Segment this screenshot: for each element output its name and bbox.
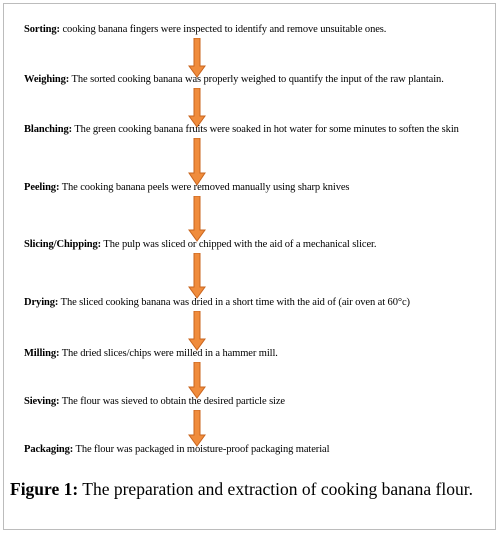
step-label: Milling: bbox=[24, 348, 60, 359]
step-text: The green cooking banana fruits were soaked in hot water for some minutes to soften the skin bbox=[72, 124, 459, 135]
step-peeling bbox=[24, 182, 349, 193]
step-label: Sorting: bbox=[24, 24, 60, 35]
step-text: The sorted cooking banana was properly weighed to quantify the input of the raw plantain. bbox=[69, 74, 444, 85]
down-arrow-icon bbox=[188, 196, 206, 242]
down-arrow-icon bbox=[188, 138, 206, 186]
step-slicing bbox=[24, 239, 376, 250]
down-arrow-icon bbox=[188, 88, 206, 128]
step-text: The cooking banana peels were removed manually using sharp knives bbox=[59, 182, 350, 193]
step-text: The dried slices/chips were milled in a hammer mill. bbox=[59, 348, 278, 359]
figure-caption bbox=[10, 477, 490, 501]
step-label: Sieving: bbox=[24, 396, 60, 407]
down-arrow-icon bbox=[188, 362, 206, 399]
step-text: The flour was sieved to obtain the desired particle size bbox=[59, 396, 285, 407]
caption-label: Figure 1: bbox=[10, 479, 79, 499]
step-drying bbox=[24, 297, 410, 308]
step-text: The pulp was sliced or chipped with the aid of a mechanical slicer. bbox=[101, 239, 377, 250]
step-text: The sliced cooking banana was dried in a short time with the aid of (air oven at 60°c) bbox=[58, 297, 410, 308]
down-arrow-icon bbox=[188, 253, 206, 299]
step-sorting bbox=[24, 24, 386, 35]
down-arrow-icon bbox=[188, 311, 206, 351]
step-text: The flour was packaged in moisture-proof packaging material bbox=[73, 444, 330, 455]
step-sieving bbox=[24, 396, 285, 407]
step-label: Slicing/Chipping: bbox=[24, 239, 102, 250]
step-milling bbox=[24, 348, 278, 359]
step-label: Peeling: bbox=[24, 182, 60, 193]
caption-text: The preparation and extraction of cooking banana flour. bbox=[78, 479, 473, 499]
step-blanching bbox=[24, 124, 459, 135]
down-arrow-icon bbox=[188, 410, 206, 447]
step-packaging bbox=[24, 444, 329, 455]
step-label: Drying: bbox=[24, 297, 59, 308]
step-text: cooking banana fingers were inspected to identify and remove unsuitable ones. bbox=[59, 24, 387, 35]
down-arrow-icon bbox=[188, 38, 206, 78]
step-label: Blanching: bbox=[24, 124, 73, 135]
step-label: Packaging: bbox=[24, 444, 74, 455]
step-weighing bbox=[24, 74, 444, 85]
step-label: Weighing: bbox=[24, 74, 70, 85]
